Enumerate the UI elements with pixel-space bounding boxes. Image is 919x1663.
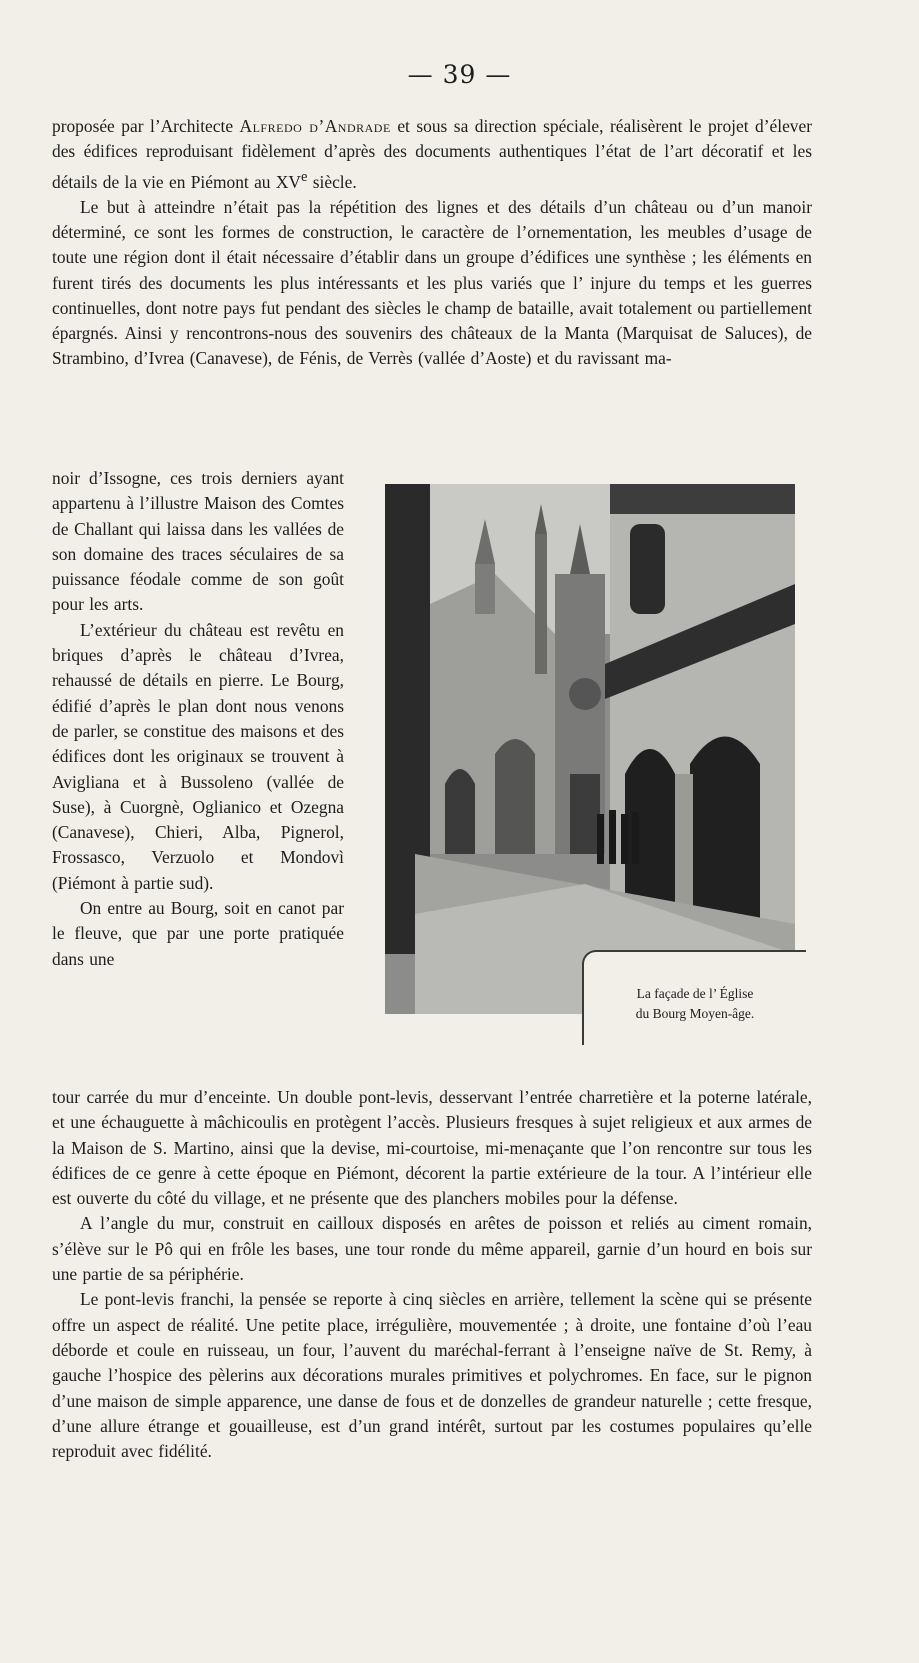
paragraph-4: A l’angle du mur, construit en cailloux disposés en arêtes de poisson et reliés au ciment romain, s’élève sur le Pô qui en frôle les bases, une tour ronde du même appareil, garnie d’un hourd en bois sur une partie de sa périphérie. bbox=[52, 1213, 812, 1285]
text-block-top bbox=[52, 114, 812, 372]
paragraph-1 bbox=[52, 114, 812, 195]
church-facade-photograph bbox=[385, 484, 795, 1014]
page-number: — 39 — bbox=[407, 60, 512, 89]
text-block-bottom bbox=[52, 1085, 812, 1464]
column-paragraph-1: noir d’Issogne, ces trois derniers ayant appartenu à l’illustre Maison des Comtes de Challant qui laissa dans les vallées de son domaine des traces séculaires de sa puissance féodale comme de son goût pour les arts. bbox=[52, 468, 344, 615]
paragraph-1-start: proposée par l’Architecte bbox=[52, 116, 240, 136]
figure-caption bbox=[582, 950, 806, 1045]
caption-line-1: La façade de l’ Église bbox=[636, 986, 754, 1001]
column-paragraph-2: L’extérieur du château est revêtu en briques d’après le château d’Ivrea, rehaussé de détails en pierre. Le Bourg, édifié d’après le plan dont nous venons de parler, se constitue des maisons et des édifices dont les originaux se trouvent à Avigliana et à Bussoleno (vallée de Suse), à Cuorgnè, Oglianico et Ozegna (Canavese), Chieri, Alba, Pignerol, Frossasco, Verzuolo et Mondovì (Piémont à partie sud). bbox=[52, 619, 344, 893]
text-column-left bbox=[52, 466, 344, 972]
photo-illustration bbox=[385, 484, 795, 1014]
century-superscript: e bbox=[300, 168, 308, 185]
paragraph-5: Le pont-levis franchi, la pensée se reporte à cinq siècles en arrière, tellement la scène qui se présente offre un aspect de réalité. Une petite place, irrégulière, mouvementée ; à droite, une fontaine d’où l’eau déborde et coule en ruisseau, un four, l’auvent du maréchal-ferrant à l’enseigne naïve de St. Remy, à gauche l’hospice des pèlerins aux décorations murales primitives et polychromes. En face, sur le pignon d’une maison de simple apparence, une danse de fous et de donzelles de grandeur naturelle ; cette fresque, d’une allure étrange et gouailleuse, est d’un grand intérêt, surtout par les costumes populaires qu’elle reproduit avec fidélité. bbox=[52, 1289, 812, 1462]
architect-name: Alfredo d’Andrade bbox=[239, 116, 391, 136]
paragraph-1-middle: et sous sa direction spéciale, réalisèrent le projet d’élever des édifices reproduisant fidèlement d’après des documents authentiques l’état de l’art décoratif et les détails de la vie en Piémont au XV bbox=[52, 116, 812, 192]
paragraph-2: Le but à atteindre n’était pas la répétition des lignes et des détails d’un château ou d’un manoir déterminé, ce sont les formes de construction, le caractère de l’ornementation, les meubles d’usage de toute une région dont il était nécessaire d’établir dans un groupe d’édifices une synthèse ; les éléments en furent tirés des documents les plus intéressants et les plus variés que l’ injure du temps et les guerres continuelles, dont notre pays fut pendant des siècles le champ de bataille, avait totalement ou partiellement épargnés. Ainsi y rencontrons-nous des souvenirs des châteaux de la Manta (Marquisat de Saluces), de Strambino, d’Ivrea (Canavese), de Fénis, de Verrès (vallée d’Aoste) et du ravissant ma- bbox=[52, 196, 812, 369]
column-paragraph-3: On entre au Bourg, soit en canot par le fleuve, que par une porte pratiquée dans une bbox=[52, 898, 344, 969]
caption-line-2: du Bourg Moyen-âge. bbox=[635, 1006, 755, 1021]
paragraph-3: tour carrée du mur d’enceinte. Un double pont-levis, desservant l’entrée charretière et la poterne latérale, et une échauguette à mâchicoulis en protègent l’accès. Plusieurs fresques à sujet religieux et aux armes de la Maison de S. Martino, ainsi que la devise, mi-courtoise, mi-menaçante que l’on rencontre sur tous les édifices de ce genre à cette époque en Piémont, décorent la partie extérieure de la tour. A l’intérieur elle est ouverte du côté du village, et ne présente que des planchers mobiles pour la défense. bbox=[52, 1087, 812, 1209]
paragraph-1-end: siècle. bbox=[307, 171, 357, 192]
